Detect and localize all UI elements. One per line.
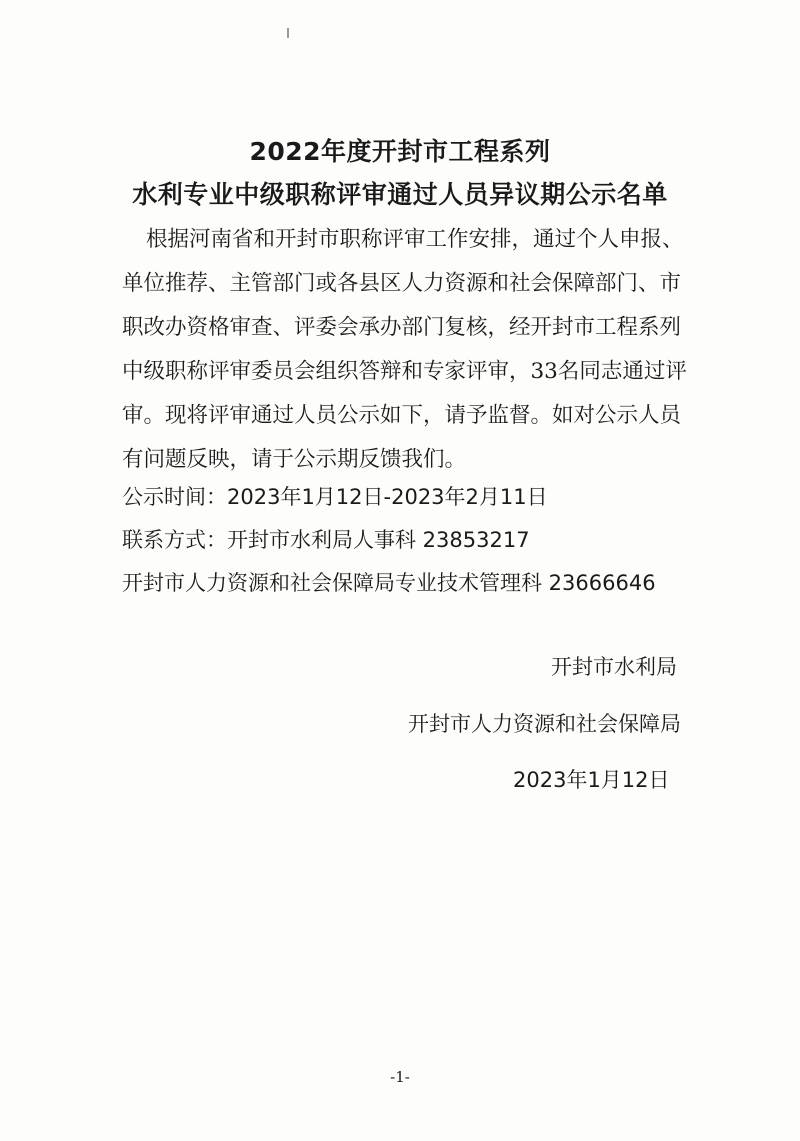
- body-line: 根据河南省和开封市职称评审工作安排，通过个人申报、: [146, 227, 684, 252]
- scan-mark: [287, 28, 289, 38]
- body-line: 职改办资格审查、评委会承办部门复核，经开封市工程系列: [122, 315, 682, 340]
- signatory-hr-bureau: 开封市人力资源和社会保障局: [408, 712, 681, 736]
- page-number: -1-: [390, 1068, 410, 1086]
- contact-info: 联系方式：开封市水利局人事科 23853217: [122, 528, 530, 552]
- body-line: 有问题反映，请于公示期反馈我们。: [122, 447, 467, 472]
- sign-date: 2023年1月12日: [513, 768, 670, 792]
- body-line: 单位推荐、主管部门或各县区人力资源和社会保障部门、市: [122, 271, 682, 296]
- contact-info-secondary: 开封市人力资源和社会保障局专业技术管理科 23666646: [122, 571, 656, 595]
- signatory-water-bureau: 开封市水利局: [551, 655, 677, 679]
- document-body: [122, 218, 712, 482]
- document-title-line1: 2022年度开封市工程系列: [249, 137, 551, 166]
- body-line: 中级职称评审委员会组织答辩和专家评审，33名同志通过评: [122, 359, 687, 384]
- body-line: 审。现将评审通过人员公示如下，请予监督。如对公示人员: [122, 403, 682, 428]
- notice-period: 公示时间：2023年1月12日-2023年2月11日: [122, 485, 548, 509]
- document-title-line2: 水利专业中级职称评审通过人员异议期公示名单: [132, 180, 668, 209]
